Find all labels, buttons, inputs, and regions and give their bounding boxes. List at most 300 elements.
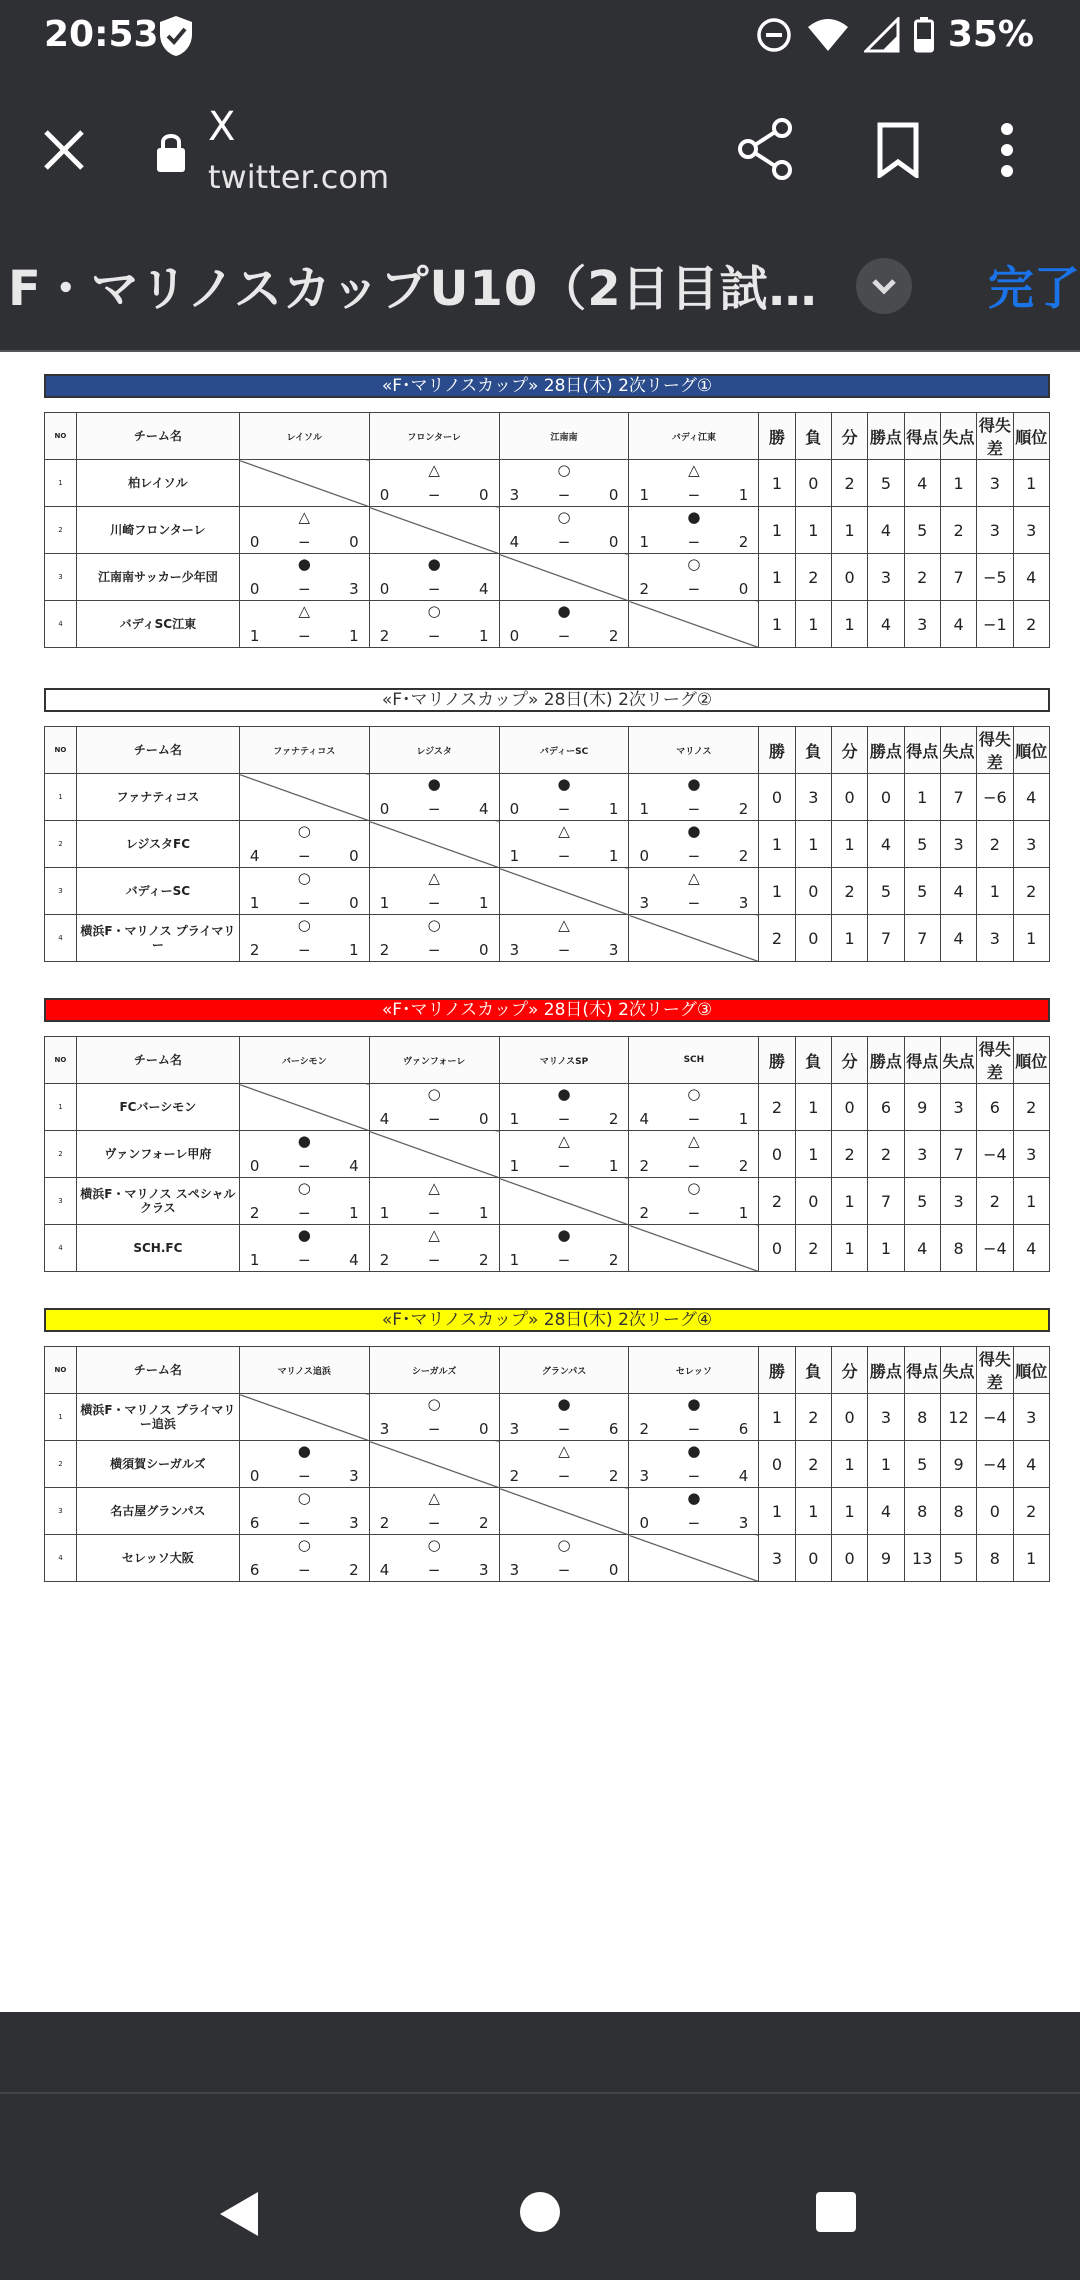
column-header-draw: 分 <box>831 1347 867 1394</box>
status-time: 20:53 <box>44 14 159 55</box>
stat-ga: 5 <box>940 1535 976 1582</box>
match-score <box>500 486 629 504</box>
score-for: 0 <box>249 1157 260 1175</box>
score-against: 1 <box>479 627 489 645</box>
match-score <box>500 847 629 865</box>
score-dash: − <box>427 627 441 645</box>
row-number: 1 <box>45 774 77 821</box>
column-header-gf: 得点 <box>904 727 940 774</box>
result-symbol: △ <box>558 822 570 840</box>
column-header-team: チーム名 <box>76 1037 239 1084</box>
result-symbol: △ <box>428 1226 440 1244</box>
stat-draw: 1 <box>831 1178 867 1225</box>
match-cell <box>629 868 758 914</box>
score-for: 2 <box>379 1514 390 1532</box>
match-cell <box>370 868 499 914</box>
column-header-rank: 順位 <box>1013 1037 1049 1084</box>
score-dash: − <box>427 894 441 912</box>
stat-draw: 0 <box>831 1535 867 1582</box>
league-2 <box>44 688 1050 962</box>
team-name: ヴァンフォーレ甲府 <box>76 1131 239 1178</box>
score-against: 0 <box>479 1110 489 1128</box>
match-cell <box>500 1131 629 1177</box>
stat-gf: 5 <box>904 1441 940 1488</box>
stat-draw: 1 <box>831 915 867 962</box>
score-dash: − <box>557 800 571 818</box>
match-result <box>369 1084 499 1131</box>
match-score <box>240 941 369 959</box>
stat-win: 2 <box>759 1178 795 1225</box>
result-symbol: △ <box>428 1489 440 1507</box>
stat-win: 0 <box>759 1131 795 1178</box>
score-dash: − <box>557 627 571 645</box>
row-number: 4 <box>45 1535 77 1582</box>
stat-win: 2 <box>759 1084 795 1131</box>
standings-table <box>44 1036 1050 1272</box>
match-cell <box>629 1131 758 1177</box>
score-dash: − <box>297 533 311 551</box>
stat-pts: 6 <box>868 1084 904 1131</box>
score-dash: − <box>557 1110 571 1128</box>
stat-gf: 9 <box>904 1084 940 1131</box>
stat-win: 1 <box>759 554 795 601</box>
score-for: 1 <box>379 1204 390 1222</box>
column-header-team: チーム名 <box>76 727 239 774</box>
diagonal-cell <box>369 1131 499 1178</box>
match-result <box>499 915 629 962</box>
navigation-bar <box>0 2146 1080 2280</box>
score-for: 1 <box>249 894 260 912</box>
column-header-gf: 得点 <box>904 413 940 460</box>
score-against: 4 <box>349 1157 359 1175</box>
score-against: 2 <box>479 1251 489 1269</box>
stat-pts: 1 <box>868 1225 904 1272</box>
stat-gf: 4 <box>904 1225 940 1272</box>
bookmark-icon[interactable] <box>876 122 920 178</box>
match-cell <box>370 1535 499 1581</box>
media-title: F・マリノスカップU10（2日目試… <box>8 261 818 317</box>
score-against: 0 <box>608 486 619 504</box>
result-symbol: ● <box>687 508 701 526</box>
stat-win: 1 <box>759 821 795 868</box>
column-header-opponent: マリノス追浜 <box>239 1347 369 1394</box>
match-score <box>370 1204 499 1222</box>
battery-percent: 35% <box>947 14 1034 55</box>
stat-rank: 1 <box>1013 915 1049 962</box>
result-symbol: ● <box>687 775 701 793</box>
match-score <box>240 1514 369 1532</box>
stat-loss: 0 <box>795 868 831 915</box>
stat-gd: 2 <box>977 821 1013 868</box>
stat-gf: 1 <box>904 774 940 821</box>
score-dash: − <box>557 1157 571 1175</box>
standings-table <box>44 412 1050 648</box>
score-dash: − <box>687 1157 701 1175</box>
score-dash: − <box>297 1204 311 1222</box>
team-name: 江南南サッカー少年団 <box>76 554 239 601</box>
match-result <box>239 1225 369 1272</box>
stat-draw: 1 <box>831 821 867 868</box>
result-symbol: ● <box>297 1132 311 1150</box>
back-icon[interactable] <box>218 2190 260 2238</box>
match-cell <box>240 868 369 914</box>
column-header-rank: 順位 <box>1013 727 1049 774</box>
result-symbol: ● <box>557 1226 571 1244</box>
stat-gd: −5 <box>977 554 1013 601</box>
stat-loss: 2 <box>795 554 831 601</box>
recent-apps-icon[interactable] <box>816 2192 856 2232</box>
stat-ga: 3 <box>940 1178 976 1225</box>
table-row <box>45 1225 1050 1272</box>
match-score <box>240 894 369 912</box>
stat-pts: 3 <box>868 1394 904 1441</box>
column-header-opponent: 江南南 <box>499 413 629 460</box>
standings-table <box>44 1346 1050 1582</box>
match-result <box>499 821 629 868</box>
match-result <box>239 868 369 915</box>
match-score <box>500 1110 629 1128</box>
divider <box>0 2092 1080 2094</box>
score-for: 0 <box>249 580 260 598</box>
match-result <box>629 1084 759 1131</box>
column-header-loss: 負 <box>795 1347 831 1394</box>
expand-button[interactable] <box>856 258 912 314</box>
match-result <box>629 554 759 601</box>
diagonal-cell <box>629 1225 759 1272</box>
match-score <box>370 1251 499 1269</box>
league-3 <box>44 998 1050 1272</box>
score-dash: − <box>687 533 701 551</box>
column-header-opponent: シーガルズ <box>369 1347 499 1394</box>
table-row <box>45 601 1050 648</box>
score-against: 2 <box>738 533 749 551</box>
stat-rank: 3 <box>1013 821 1049 868</box>
score-for: 1 <box>509 1157 520 1175</box>
stat-win: 1 <box>759 1394 795 1441</box>
stat-gd: −4 <box>977 1131 1013 1178</box>
diagonal-cell <box>629 1535 759 1582</box>
diagonal-cell <box>239 774 369 821</box>
stat-gd: 2 <box>977 1178 1013 1225</box>
score-for: 4 <box>379 1110 390 1128</box>
match-score <box>500 1251 629 1269</box>
wifi-icon <box>806 17 850 53</box>
result-symbol: ● <box>687 1395 701 1413</box>
match-cell <box>500 915 629 961</box>
match-score <box>629 1514 758 1532</box>
match-result <box>499 1535 629 1582</box>
result-symbol: ○ <box>557 508 571 526</box>
score-against: 2 <box>608 1251 619 1269</box>
share-icon[interactable] <box>738 118 794 180</box>
stat-rank: 3 <box>1013 1394 1049 1441</box>
match-result <box>629 1441 759 1488</box>
team-name: 横浜F・マリノス スペシャルクラス <box>76 1178 239 1225</box>
score-for: 0 <box>509 627 520 645</box>
score-for: 1 <box>379 894 390 912</box>
score-dash: − <box>557 1467 571 1485</box>
team-name: ファナティコス <box>76 774 239 821</box>
column-header-loss: 負 <box>795 727 831 774</box>
row-number: 4 <box>45 601 77 648</box>
stat-draw: 2 <box>831 460 867 507</box>
stat-draw: 1 <box>831 601 867 648</box>
score-dash: − <box>557 486 571 504</box>
match-result <box>499 1441 629 1488</box>
score-dash: − <box>427 1110 441 1128</box>
score-against: 2 <box>608 1467 619 1485</box>
stat-gd: 1 <box>977 868 1013 915</box>
match-result <box>629 868 759 915</box>
score-against: 4 <box>738 1467 749 1485</box>
row-number: 1 <box>45 1394 77 1441</box>
score-dash: − <box>297 1561 311 1579</box>
stat-ga: 9 <box>940 1441 976 1488</box>
score-for: 4 <box>509 533 520 551</box>
stat-ga: 3 <box>940 821 976 868</box>
home-icon[interactable] <box>520 2192 560 2232</box>
match-result <box>499 601 629 648</box>
table-row <box>45 1178 1050 1225</box>
table-row <box>45 1131 1050 1178</box>
table-row <box>45 1488 1050 1535</box>
column-header-no: NO <box>45 413 77 460</box>
stat-ga: 7 <box>940 1131 976 1178</box>
score-against: 0 <box>479 486 489 504</box>
stat-gf: 2 <box>904 554 940 601</box>
stat-win: 0 <box>759 1441 795 1488</box>
score-dash: − <box>557 1420 571 1438</box>
table-row <box>45 460 1050 507</box>
match-cell <box>240 554 369 600</box>
match-score <box>370 941 499 959</box>
result-symbol: △ <box>298 602 311 620</box>
stat-gd: −6 <box>977 774 1013 821</box>
match-cell <box>240 507 369 553</box>
column-header-pts: 勝点 <box>868 727 904 774</box>
match-cell <box>629 774 758 820</box>
close-icon[interactable] <box>40 126 88 174</box>
stat-draw: 0 <box>831 1394 867 1441</box>
match-result <box>369 554 499 601</box>
team-name: 横須賀シーガルズ <box>76 1441 239 1488</box>
match-cell <box>500 1225 629 1271</box>
score-against: 1 <box>608 800 619 818</box>
column-header-gd: 得失差 <box>977 1347 1013 1394</box>
url-text[interactable]: twitter.com <box>208 158 390 196</box>
stat-rank: 3 <box>1013 1131 1049 1178</box>
more-options-icon[interactable] <box>1000 122 1014 178</box>
stat-loss: 0 <box>795 460 831 507</box>
score-for: 2 <box>249 941 260 959</box>
match-cell <box>500 821 629 867</box>
score-against: 1 <box>479 1204 489 1222</box>
done-button[interactable]: 完了 <box>988 261 1080 315</box>
league-4 <box>44 1308 1050 1582</box>
match-result <box>369 1488 499 1535</box>
match-cell <box>500 507 629 553</box>
score-dash: − <box>557 533 571 551</box>
row-number: 2 <box>45 1131 77 1178</box>
score-dash: − <box>297 847 311 865</box>
column-header-gf: 得点 <box>904 1347 940 1394</box>
match-cell <box>370 1084 499 1130</box>
stat-gd: −1 <box>977 601 1013 648</box>
stat-win: 3 <box>759 1535 795 1582</box>
match-result <box>499 507 629 554</box>
score-against: 4 <box>479 580 489 598</box>
score-for: 6 <box>249 1514 260 1532</box>
score-dash: − <box>557 847 571 865</box>
match-score <box>500 1561 629 1579</box>
row-number: 3 <box>45 1488 77 1535</box>
chevron-down-icon <box>856 258 912 314</box>
match-cell <box>370 915 499 961</box>
diagonal-cell <box>239 460 369 507</box>
table-row <box>45 774 1050 821</box>
stat-loss: 0 <box>795 1535 831 1582</box>
score-for: 4 <box>249 847 260 865</box>
result-symbol: ● <box>427 775 441 793</box>
score-against: 2 <box>608 1110 619 1128</box>
stat-gf: 5 <box>904 821 940 868</box>
match-cell <box>629 1488 758 1534</box>
match-cell <box>629 1084 758 1130</box>
stat-gf: 3 <box>904 601 940 648</box>
stat-ga: 7 <box>940 554 976 601</box>
do-not-disturb-icon <box>756 17 792 53</box>
team-name: 柏レイソル <box>76 460 239 507</box>
score-for: 2 <box>639 580 649 598</box>
score-against: 1 <box>479 894 489 912</box>
stat-rank: 3 <box>1013 507 1049 554</box>
match-result <box>239 1535 369 1582</box>
column-header-opponent: ヴァンフォーレ <box>369 1037 499 1084</box>
match-result <box>369 1225 499 1272</box>
column-header-rank: 順位 <box>1013 413 1049 460</box>
score-dash: − <box>297 1514 311 1532</box>
row-number: 4 <box>45 915 77 962</box>
score-against: 0 <box>349 533 359 551</box>
column-header-win: 勝 <box>759 413 795 460</box>
stat-rank: 2 <box>1013 601 1049 648</box>
status-bar <box>0 0 1080 74</box>
diagonal-cell <box>499 1488 629 1535</box>
shield-icon <box>156 14 196 58</box>
table-header-row <box>45 727 1050 774</box>
stat-win: 2 <box>759 915 795 962</box>
result-symbol: ● <box>557 1085 571 1103</box>
score-dash: − <box>427 1420 441 1438</box>
score-for: 1 <box>509 1251 520 1269</box>
score-dash: − <box>557 1251 571 1269</box>
stat-draw: 1 <box>831 1441 867 1488</box>
team-name: 横浜F・マリノス プライマリー <box>76 915 239 962</box>
table-header-row <box>45 413 1050 460</box>
stat-gf: 5 <box>904 868 940 915</box>
battery-icon <box>914 17 934 53</box>
table-row <box>45 915 1050 962</box>
score-against: 1 <box>608 1157 619 1175</box>
score-dash: − <box>687 486 701 504</box>
score-against: 2 <box>738 800 749 818</box>
score-against: 2 <box>479 1514 489 1532</box>
result-symbol: ● <box>297 555 311 573</box>
match-score <box>240 1157 369 1175</box>
score-dash: − <box>297 1251 311 1269</box>
score-for: 3 <box>509 1561 520 1579</box>
result-symbol: △ <box>428 869 440 887</box>
match-cell <box>370 1225 499 1271</box>
table-header-row <box>45 1347 1050 1394</box>
row-number: 3 <box>45 554 77 601</box>
result-symbol: ○ <box>687 555 701 573</box>
score-dash: − <box>427 941 441 959</box>
column-header-loss: 負 <box>795 1037 831 1084</box>
stat-ga: 12 <box>940 1394 976 1441</box>
row-number: 1 <box>45 1084 77 1131</box>
match-result <box>369 915 499 962</box>
score-against: 4 <box>349 1251 359 1269</box>
match-score <box>629 1110 758 1128</box>
stat-rank: 1 <box>1013 1535 1049 1582</box>
score-dash: − <box>687 800 701 818</box>
score-against: 1 <box>738 1110 749 1128</box>
match-result <box>239 915 369 962</box>
stat-ga: 8 <box>940 1225 976 1272</box>
match-score <box>370 486 499 504</box>
lock-icon <box>154 130 188 174</box>
row-number: 3 <box>45 868 77 915</box>
result-symbol: ● <box>687 1489 701 1507</box>
result-symbol: ○ <box>427 1395 441 1413</box>
score-dash: − <box>427 1514 441 1532</box>
score-against: 1 <box>349 941 359 959</box>
score-against: 4 <box>479 800 489 818</box>
row-number: 2 <box>45 821 77 868</box>
table-row <box>45 1441 1050 1488</box>
result-symbol: ○ <box>687 1179 701 1197</box>
score-for: 2 <box>639 1420 649 1438</box>
match-score <box>240 1467 369 1485</box>
score-against: 6 <box>738 1420 749 1438</box>
score-against: 3 <box>349 1467 359 1485</box>
stat-pts: 4 <box>868 507 904 554</box>
league-title: «F･マリノスカップ» 28日(木) 2次リーグ① <box>44 374 1050 398</box>
column-header-pts: 勝点 <box>868 413 904 460</box>
team-name: 名古屋グランパス <box>76 1488 239 1535</box>
score-dash: − <box>297 894 311 912</box>
match-score <box>629 1157 758 1175</box>
result-symbol: ● <box>557 602 571 620</box>
stat-ga: 7 <box>940 774 976 821</box>
stat-loss: 0 <box>795 915 831 962</box>
result-symbol: ● <box>297 1442 311 1460</box>
stat-rank: 4 <box>1013 774 1049 821</box>
match-result <box>239 1488 369 1535</box>
stat-gf: 8 <box>904 1488 940 1535</box>
match-result <box>499 1131 629 1178</box>
match-result <box>629 1178 759 1225</box>
score-for: 0 <box>509 800 520 818</box>
league-title: «F･マリノスカップ» 28日(木) 2次リーグ④ <box>44 1308 1050 1332</box>
match-result <box>369 868 499 915</box>
match-cell <box>240 1178 369 1224</box>
column-header-pts: 勝点 <box>868 1347 904 1394</box>
score-dash: − <box>687 1420 701 1438</box>
score-against: 1 <box>349 627 359 645</box>
diagonal-cell <box>239 1394 369 1441</box>
